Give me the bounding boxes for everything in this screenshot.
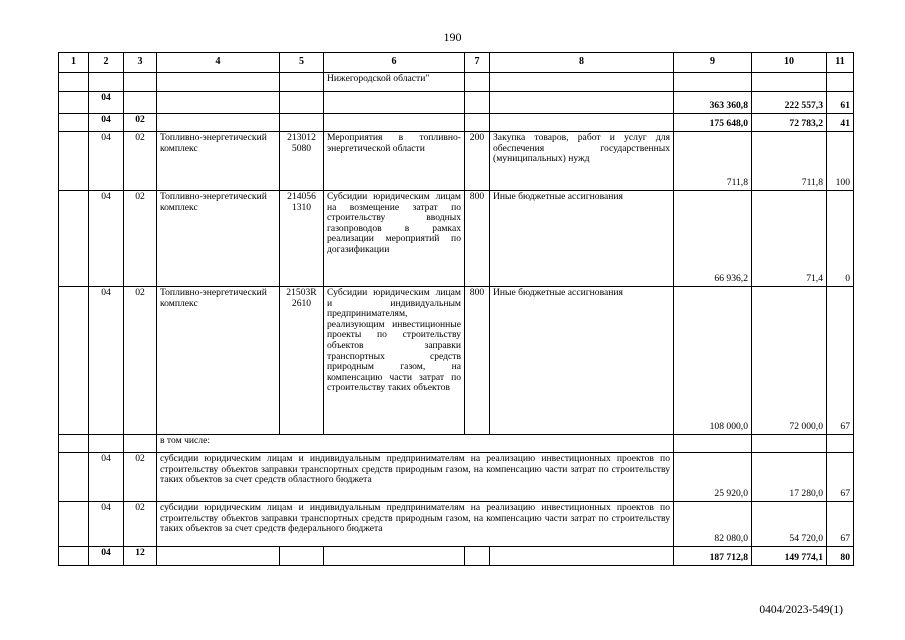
target-article-code: 214056 1310 — [280, 191, 324, 287]
expense-type-name: Закупка товаров, работ и услуг для обеспечения государственных (муниципальных) нужд — [490, 132, 674, 191]
section-code: 04 — [89, 547, 124, 566]
execution-percent: 67 — [827, 453, 854, 502]
column-number: 9 — [674, 53, 752, 73]
program-name: Топливно-энергетический комплекс — [157, 287, 280, 435]
execution-percent: 61 — [827, 92, 854, 114]
section-code: 04 — [89, 502, 124, 547]
column-number: 2 — [89, 53, 124, 73]
subsidy-description: субсидии юридическим лицам и индивидуальным предпринимателям на реализацию инвестиционных проектов по строительству объектов заправки транспортных средств природным газом, на компенсацию части затрат по строительству таких объектов за счет средств областного бюджета — [157, 453, 674, 502]
planned-amount: 711,8 — [674, 132, 752, 191]
subsidy-description: субсидии юридическим лицам и индивидуальным предпринимателям на реализацию инвестиционных проектов по строительству объектов заправки транспортных средств природным газом, на компенсацию части затрат по строительству таких объектов за счет средств федерального бюджета — [157, 502, 674, 547]
target-article-code: 21503R 2610 — [280, 287, 324, 435]
activity-name: Мероприятия в топливно-энергетической области — [324, 132, 465, 191]
column-number: 8 — [490, 53, 674, 73]
executed-amount: 54 720,0 — [752, 502, 827, 547]
planned-amount: 82 080,0 — [674, 502, 752, 547]
column-number: 11 — [827, 53, 854, 73]
table-row — [59, 502, 854, 547]
table-header-row — [59, 53, 854, 73]
section-code: 04 — [89, 132, 124, 191]
column-number: 6 — [324, 53, 465, 73]
table-row — [59, 547, 854, 566]
executed-amount: 149 774,1 — [752, 547, 827, 566]
subsection-code: 02 — [124, 287, 157, 435]
planned-amount: 187 712,8 — [674, 547, 752, 566]
table-row — [59, 435, 854, 453]
section-code: 04 — [89, 453, 124, 502]
planned-amount: 108 000,0 — [674, 287, 752, 435]
planned-amount: 25 920,0 — [674, 453, 752, 502]
subsection-code: 02 — [124, 453, 157, 502]
program-name: Топливно-энергетический комплекс — [157, 132, 280, 191]
planned-amount: 175 648,0 — [674, 114, 752, 132]
expense-type-code: 800 — [465, 287, 490, 435]
column-number: 7 — [465, 53, 490, 73]
table-row — [59, 114, 854, 132]
execution-percent: 67 — [827, 502, 854, 547]
section-code: 04 — [89, 191, 124, 287]
activity-name: Нижегородской области" — [324, 73, 465, 92]
execution-percent: 67 — [827, 287, 854, 435]
column-number: 10 — [752, 53, 827, 73]
table-row — [59, 73, 854, 92]
subsection-code: 12 — [124, 547, 157, 566]
executed-amount: 17 280,0 — [752, 453, 827, 502]
table-row — [59, 92, 854, 114]
budget-table — [58, 52, 854, 566]
column-number: 5 — [280, 53, 324, 73]
section-code: 04 — [89, 114, 124, 132]
expense-type-code: 200 — [465, 132, 490, 191]
subsection-code: 02 — [124, 114, 157, 132]
column-number: 3 — [124, 53, 157, 73]
table-row — [59, 132, 854, 191]
planned-amount: 363 360,8 — [674, 92, 752, 114]
executed-amount: 222 557,3 — [752, 92, 827, 114]
activity-name: Субсидии юридическим лицам на возмещение затрат по строительству вводных газопроводов в рамках реализации мероприятий по догазификации — [324, 191, 465, 287]
table-row — [59, 191, 854, 287]
target-article-code: 213012 5080 — [280, 132, 324, 191]
table-row — [59, 287, 854, 435]
section-code: 04 — [89, 92, 124, 114]
executed-amount: 72 783,2 — [752, 114, 827, 132]
executed-amount: 71,4 — [752, 191, 827, 287]
subsection-code: 02 — [124, 132, 157, 191]
executed-amount: 72 000,0 — [752, 287, 827, 435]
execution-percent: 0 — [827, 191, 854, 287]
execution-percent: 41 — [827, 114, 854, 132]
execution-percent: 100 — [827, 132, 854, 191]
table-row — [59, 453, 854, 502]
execution-percent: 80 — [827, 547, 854, 566]
expense-type-code: 800 — [465, 191, 490, 287]
planned-amount: 66 936,2 — [674, 191, 752, 287]
subsection-code: 02 — [124, 191, 157, 287]
column-number: 1 — [59, 53, 89, 73]
expense-type-name: Иные бюджетные ассигнования — [490, 287, 674, 435]
document-code: 0404/2023-549(1) — [759, 604, 843, 616]
section-code: 04 — [89, 287, 124, 435]
expense-type-name: Иные бюджетные ассигнования — [490, 191, 674, 287]
program-name: Топливно-энергетический комплекс — [157, 191, 280, 287]
page-number: 190 — [443, 30, 462, 44]
executed-amount: 711,8 — [752, 132, 827, 191]
activity-name: Субсидии юридическим лицам и индивидуальным предпринимателям, реализующим инвестиционные проекты по строительству объектов заправки транспортных средств природным газом, на компенсацию части затрат по строительству таких объектов — [324, 287, 465, 435]
including-label: в том числе: — [157, 435, 674, 453]
subsection-code: 02 — [124, 502, 157, 547]
column-number: 4 — [157, 53, 280, 73]
